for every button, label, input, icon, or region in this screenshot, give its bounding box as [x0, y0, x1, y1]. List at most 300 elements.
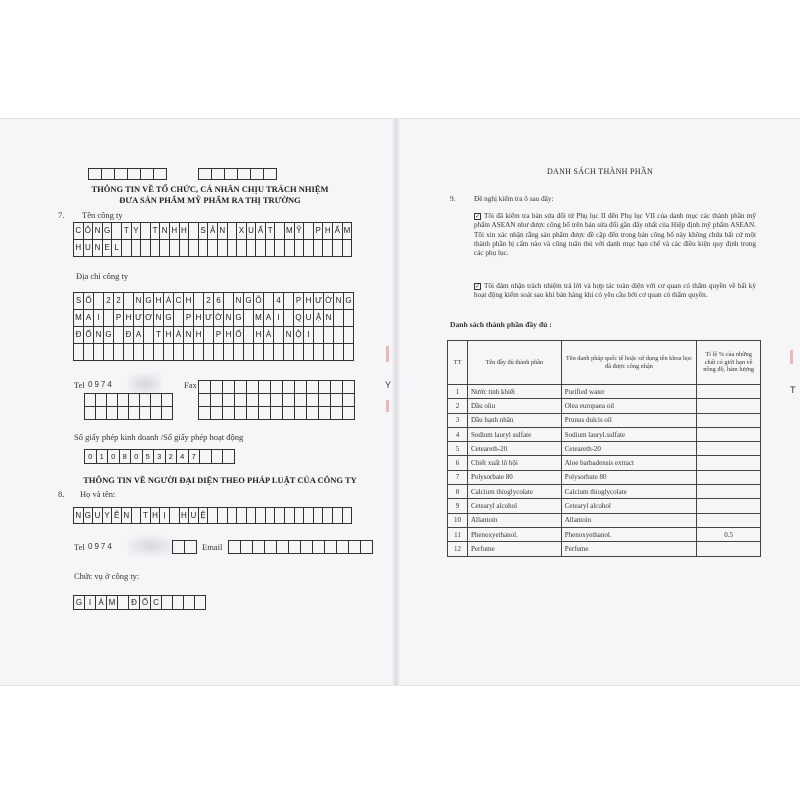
declaration-paragraph-1 — [474, 212, 756, 258]
char-box — [107, 407, 118, 420]
address-row-1[interactable] — [73, 292, 354, 310]
cell-tt: 6 — [448, 456, 468, 470]
char-box — [256, 508, 266, 524]
char-box — [304, 223, 314, 240]
char-box — [265, 541, 277, 554]
char-box — [118, 596, 129, 610]
char-box: I — [94, 310, 104, 327]
char-box: Ẩ — [333, 223, 343, 240]
cell-tt: 1 — [448, 385, 468, 399]
cell-pct — [697, 513, 761, 527]
fax-boxes-row-1[interactable] — [198, 380, 355, 394]
top-left-boxes — [88, 168, 167, 180]
fax-boxes-row-3[interactable] — [198, 406, 355, 420]
char-box — [266, 508, 276, 524]
char-box: H — [164, 327, 174, 344]
char-box: M — [254, 310, 264, 327]
char-box — [284, 293, 294, 310]
char-box — [128, 169, 141, 180]
char-box: U — [304, 310, 314, 327]
char-box — [115, 169, 128, 180]
char-box — [344, 310, 354, 327]
char-box: G — [103, 223, 113, 240]
char-box — [334, 344, 344, 361]
cell-inci: Calcium thioglycolate — [561, 485, 697, 499]
char-box: M — [343, 223, 353, 240]
cell-name: Dầu hạnh nhân — [467, 413, 561, 427]
cell-pct — [697, 399, 761, 413]
char-box — [271, 407, 283, 420]
top-right-boxes — [198, 168, 277, 180]
char-box: Ờ — [214, 310, 224, 327]
margin-stamp-mark-2 — [386, 400, 389, 412]
char-box — [114, 327, 124, 344]
char-box — [301, 541, 313, 554]
company-tel-boxes[interactable] — [84, 393, 173, 407]
char-box: A — [264, 310, 274, 327]
char-box — [314, 508, 324, 524]
char-box — [349, 541, 361, 554]
header-full-name: Tên đầy đủ thành phần — [467, 341, 561, 385]
char-box — [162, 596, 173, 610]
char-box: C — [174, 293, 184, 310]
header-percentage: Tỉ lệ % của những chất có giới hạn về nồng độ, hàm lượng — [697, 341, 761, 385]
char-box — [238, 169, 251, 180]
full-ingredient-list-heading: Danh sách thành phần đầy đủ : — [450, 320, 552, 329]
cell-pct — [697, 427, 761, 441]
char-box: H — [304, 293, 314, 310]
cell-name: Chiết xuất lô hội — [467, 456, 561, 470]
table-row — [448, 456, 761, 470]
representative-tel-value: 0974 — [88, 542, 114, 551]
char-box: A — [134, 327, 144, 344]
char-box — [199, 240, 209, 257]
company-tel-label: Tel — [74, 380, 85, 390]
char-box: X — [237, 223, 247, 240]
char-box — [266, 240, 276, 257]
char-box: Ố — [234, 327, 244, 344]
char-box: 7 — [189, 450, 201, 464]
cell-inci: Aloe barbadensis extract — [561, 456, 697, 470]
char-box — [122, 240, 132, 257]
char-box — [184, 344, 194, 361]
cell-tt: 12 — [448, 542, 468, 556]
cell-inci: Allantoin — [561, 513, 697, 527]
cell-tt: 8 — [448, 485, 468, 499]
char-box — [94, 293, 104, 310]
char-box — [84, 344, 94, 361]
char-box — [223, 450, 235, 464]
ingredient-table-body — [448, 385, 761, 557]
char-box: S — [199, 223, 209, 240]
table-row — [448, 427, 761, 441]
char-box — [89, 169, 102, 180]
char-box — [334, 327, 344, 344]
cell-pct — [697, 499, 761, 513]
table-row — [448, 442, 761, 456]
char-box: M — [74, 310, 84, 327]
char-box: I — [274, 310, 284, 327]
char-box — [173, 541, 185, 554]
char-box — [295, 407, 307, 420]
char-box — [160, 240, 170, 257]
char-box: N — [234, 293, 244, 310]
char-box: E — [103, 240, 113, 257]
char-box: Ơ — [144, 310, 154, 327]
char-box: U — [247, 223, 257, 240]
char-box — [204, 344, 214, 361]
char-box: L — [112, 240, 122, 257]
char-box: N — [122, 508, 132, 524]
full-name-label: Họ và tên: — [80, 489, 116, 499]
table-row — [448, 385, 761, 399]
cell-tt: 9 — [448, 499, 468, 513]
char-box — [275, 508, 285, 524]
char-box: 2 — [114, 293, 124, 310]
company-address-label: Địa chỉ công ty — [76, 271, 129, 281]
char-box — [295, 508, 305, 524]
char-box — [304, 508, 314, 524]
char-box — [199, 169, 212, 180]
table-row — [448, 485, 761, 499]
char-box — [275, 240, 285, 257]
char-box: M — [285, 223, 295, 240]
char-box: Ư — [134, 310, 144, 327]
char-box: H — [74, 240, 84, 257]
char-box — [295, 240, 305, 257]
char-box — [323, 240, 333, 257]
char-box — [274, 344, 284, 361]
char-box: N — [324, 310, 334, 327]
char-box: G — [234, 310, 244, 327]
company-tel-value: 0974 — [88, 380, 114, 389]
cell-name: Allantoin — [467, 513, 561, 527]
char-box — [225, 169, 238, 180]
company-name-label: Tên công ty — [82, 210, 123, 220]
cell-inci: Olea europaea oil — [561, 399, 697, 413]
cell-pct — [697, 385, 761, 399]
char-box: P — [184, 310, 194, 327]
company-tel-boxes-row-2[interactable] — [84, 406, 173, 420]
char-box — [154, 169, 167, 180]
table-row — [448, 513, 761, 527]
char-box — [343, 240, 353, 257]
cell-pct — [697, 456, 761, 470]
char-box: Ỹ — [295, 223, 305, 240]
char-box: 2 — [104, 293, 114, 310]
char-box — [228, 240, 238, 257]
char-box: P — [314, 223, 324, 240]
char-box — [140, 407, 151, 420]
cell-pct — [697, 413, 761, 427]
char-box: P — [214, 327, 224, 344]
char-box — [218, 508, 228, 524]
char-box — [324, 344, 334, 361]
email-label: Email — [202, 542, 223, 552]
char-box — [325, 541, 337, 554]
cell-name: Polysorbate 80 — [467, 470, 561, 484]
table-row — [448, 413, 761, 427]
char-box — [189, 240, 199, 257]
char-box — [162, 407, 173, 420]
cell-tt: 11 — [448, 527, 468, 541]
heading-legal-representative: THÔNG TIN VỀ NGƯỜI ĐẠI DIỆN THEO PHÁP LUẬT CỦA CÔNG TY — [83, 475, 357, 485]
char-box — [235, 407, 247, 420]
char-box — [264, 293, 274, 310]
cell-pct — [697, 542, 761, 556]
char-box: Ả — [208, 223, 218, 240]
char-box: N — [184, 327, 194, 344]
char-box: N — [134, 293, 144, 310]
cell-inci: Prunus dulcis oil — [561, 413, 697, 427]
char-box: H — [224, 327, 234, 344]
cell-name: Dầu oliu — [467, 399, 561, 413]
char-box — [212, 450, 224, 464]
company-name-row-2[interactable] — [73, 239, 352, 257]
char-box: G — [164, 310, 174, 327]
char-box — [212, 169, 225, 180]
char-box: Ệ — [199, 508, 209, 524]
char-box — [85, 407, 96, 420]
char-box: H — [184, 293, 194, 310]
char-box: H — [323, 223, 333, 240]
char-box — [333, 508, 343, 524]
item-9-number: 9. — [450, 195, 456, 203]
char-box — [247, 240, 257, 257]
cell-inci: Polysorbate 80 — [561, 470, 697, 484]
char-box: C — [74, 223, 84, 240]
address-row-4[interactable] — [73, 343, 354, 361]
char-box: H — [194, 310, 204, 327]
char-box: 4 — [177, 450, 189, 464]
char-box — [132, 240, 142, 257]
char-box — [304, 344, 314, 361]
char-box — [247, 407, 259, 420]
char-box — [144, 327, 154, 344]
char-box — [185, 541, 197, 554]
email-boxes[interactable] — [228, 540, 373, 554]
char-box — [334, 310, 344, 327]
cell-name: Sodium lauryl sulfate — [467, 427, 561, 441]
declaration-paragraph-2 — [474, 282, 756, 301]
char-box: N — [224, 310, 234, 327]
char-box: G — [74, 596, 85, 610]
char-box — [104, 344, 114, 361]
checkbox-icon[interactable]: ✓ — [475, 282, 481, 290]
char-box: N — [218, 223, 228, 240]
char-box: 0 — [85, 450, 97, 464]
char-box — [244, 344, 254, 361]
char-box — [284, 310, 294, 327]
company-name-row-1[interactable] — [73, 222, 352, 240]
declaration-text-1: Tôi đã kiểm tra bản sửa đổi từ Phụ lục II đến Phụ lục VII của danh mục các thành phần mỹ phẩm ASEAN như được công bố trên bản sửa đổi gần đây nhất của Hiệp định mỹ phẩm ASEAN. Tôi xin xác nhận rằng sản phẩm được đề cập đến trong bản công bố này không chứa bất cứ một thành phần bị cấm nào và cũng tuân thủ với danh mục hạn chế và các điều kiện quy định trong các phụ lục. — [474, 212, 756, 258]
section-8-number: 8. — [58, 489, 65, 499]
char-box — [184, 596, 195, 610]
char-box — [228, 508, 238, 524]
char-box: 2 — [204, 293, 214, 310]
char-box: C — [151, 596, 162, 610]
cell-name: Nước tinh khiết — [467, 385, 561, 399]
table-row — [448, 542, 761, 556]
char-box — [241, 541, 253, 554]
position-row[interactable] — [73, 595, 206, 610]
address-row-2[interactable] — [73, 309, 354, 327]
redacted-rep-phone-blur — [128, 536, 174, 556]
char-box: H — [151, 508, 161, 524]
char-box — [319, 407, 331, 420]
full-name-row[interactable] — [73, 507, 352, 524]
char-box: P — [294, 293, 304, 310]
char-box: À — [174, 327, 184, 344]
char-box — [141, 223, 151, 240]
cell-tt: 3 — [448, 413, 468, 427]
margin-letter-left: Y — [385, 380, 392, 390]
char-box — [274, 327, 284, 344]
char-box — [208, 508, 218, 524]
char-box: H — [194, 327, 204, 344]
char-box: G — [104, 327, 114, 344]
char-box: H — [124, 310, 134, 327]
ingredient-table — [447, 340, 761, 557]
char-box — [124, 344, 134, 361]
right-margin-stamp-mark — [790, 350, 793, 364]
char-box — [174, 310, 184, 327]
char-box — [264, 169, 277, 180]
heading-responsible-org-line-1: THÔNG TIN VỀ TỔ CHỨC, CÁ NHÂN CHỊU TRÁCH NHIỆM — [91, 184, 329, 194]
char-box: Á — [164, 293, 174, 310]
char-box: 2 — [166, 450, 178, 464]
section-7-number: 7. — [58, 210, 65, 220]
char-box — [237, 508, 247, 524]
position-label: Chức vụ ở công ty: — [74, 571, 140, 581]
checkbox-icon[interactable]: ✓ — [475, 212, 481, 220]
table-row — [448, 499, 761, 513]
char-box — [244, 310, 254, 327]
address-row-3[interactable] — [73, 326, 354, 344]
char-box: N — [93, 240, 103, 257]
char-box: H — [170, 223, 180, 240]
char-box: M — [107, 596, 118, 610]
char-box — [277, 541, 289, 554]
fax-boxes-row-2[interactable] — [198, 393, 355, 407]
char-box — [314, 327, 324, 344]
char-box — [361, 541, 373, 554]
char-box — [275, 223, 285, 240]
char-box — [234, 344, 244, 361]
char-box — [264, 344, 274, 361]
header-inci-name: Tên danh pháp quốc tế hoặc sử dụng tên khoa học đã được công nhận — [561, 341, 697, 385]
char-box — [323, 508, 333, 524]
char-box — [132, 508, 142, 524]
char-box — [114, 344, 124, 361]
char-box — [124, 293, 134, 310]
char-box: U — [189, 508, 199, 524]
char-box: S — [74, 293, 84, 310]
char-box — [200, 450, 212, 464]
char-box — [344, 344, 354, 361]
cell-name: Phenoxyethanol. — [467, 527, 561, 541]
char-box: Ậ — [314, 310, 324, 327]
header-tt: TT — [448, 341, 468, 385]
char-box: Ố — [84, 327, 94, 344]
char-box — [331, 407, 343, 420]
ingredient-list-title: DANH SÁCH THÀNH PHẦN — [546, 167, 654, 176]
char-box: I — [304, 327, 314, 344]
cell-tt: 10 — [448, 513, 468, 527]
char-box — [151, 407, 162, 420]
char-box — [102, 169, 115, 180]
char-box — [118, 407, 129, 420]
cell-tt: 7 — [448, 470, 468, 484]
char-box: Ờ — [324, 293, 334, 310]
cell-pct: 0.5 — [697, 527, 761, 541]
char-box: H — [254, 327, 264, 344]
cell-name: Perfume — [467, 542, 561, 556]
char-box: 4 — [274, 293, 284, 310]
char-box — [223, 407, 235, 420]
margin-letter-right: T — [790, 385, 796, 395]
char-box: N — [334, 293, 344, 310]
cell-pct — [697, 442, 761, 456]
char-box — [174, 344, 184, 361]
char-box — [218, 240, 228, 257]
char-box: N — [94, 327, 104, 344]
char-box: G — [144, 293, 154, 310]
char-box — [253, 541, 265, 554]
char-box: Ễ — [112, 508, 122, 524]
business-license-boxes[interactable] — [84, 449, 235, 464]
char-box: T — [266, 223, 276, 240]
char-box — [289, 541, 301, 554]
char-box: 3 — [154, 450, 166, 464]
char-box: 1 — [97, 450, 109, 464]
representative-tel-boxes[interactable] — [172, 540, 197, 554]
char-box: Đ — [74, 327, 84, 344]
cell-inci: Sodium lauryl.sulfate — [561, 427, 697, 441]
char-box: N — [160, 223, 170, 240]
char-box — [199, 407, 211, 420]
char-box: 8 — [120, 450, 132, 464]
char-box — [307, 407, 319, 420]
char-box: T — [151, 223, 161, 240]
cell-tt: 5 — [448, 442, 468, 456]
char-box: Ộ — [294, 327, 304, 344]
char-box: G — [84, 508, 94, 524]
char-box: 0 — [108, 450, 120, 464]
cell-inci: Perfume — [561, 542, 697, 556]
item-9-text: Đề nghị kiểm tra ô sau đây: — [474, 195, 554, 203]
fax-label: Fax — [184, 380, 197, 390]
char-box — [129, 407, 140, 420]
char-box — [285, 240, 295, 257]
char-box — [247, 508, 257, 524]
char-box — [283, 407, 295, 420]
char-box — [194, 293, 204, 310]
left-page — [0, 118, 392, 686]
cell-name: Ceteareth-20 — [467, 442, 561, 456]
char-box: 6 — [214, 293, 224, 310]
cell-tt: 2 — [448, 399, 468, 413]
char-box — [154, 344, 164, 361]
char-box — [170, 508, 180, 524]
business-license-label: Số giấy phép kinh doanh /Số giấy phép hoạt động — [74, 432, 244, 442]
char-box: T — [154, 327, 164, 344]
cell-pct — [697, 470, 761, 484]
redacted-phone-blur — [128, 373, 162, 395]
char-box — [164, 344, 174, 361]
char-box: U — [84, 240, 94, 257]
char-box — [104, 310, 114, 327]
